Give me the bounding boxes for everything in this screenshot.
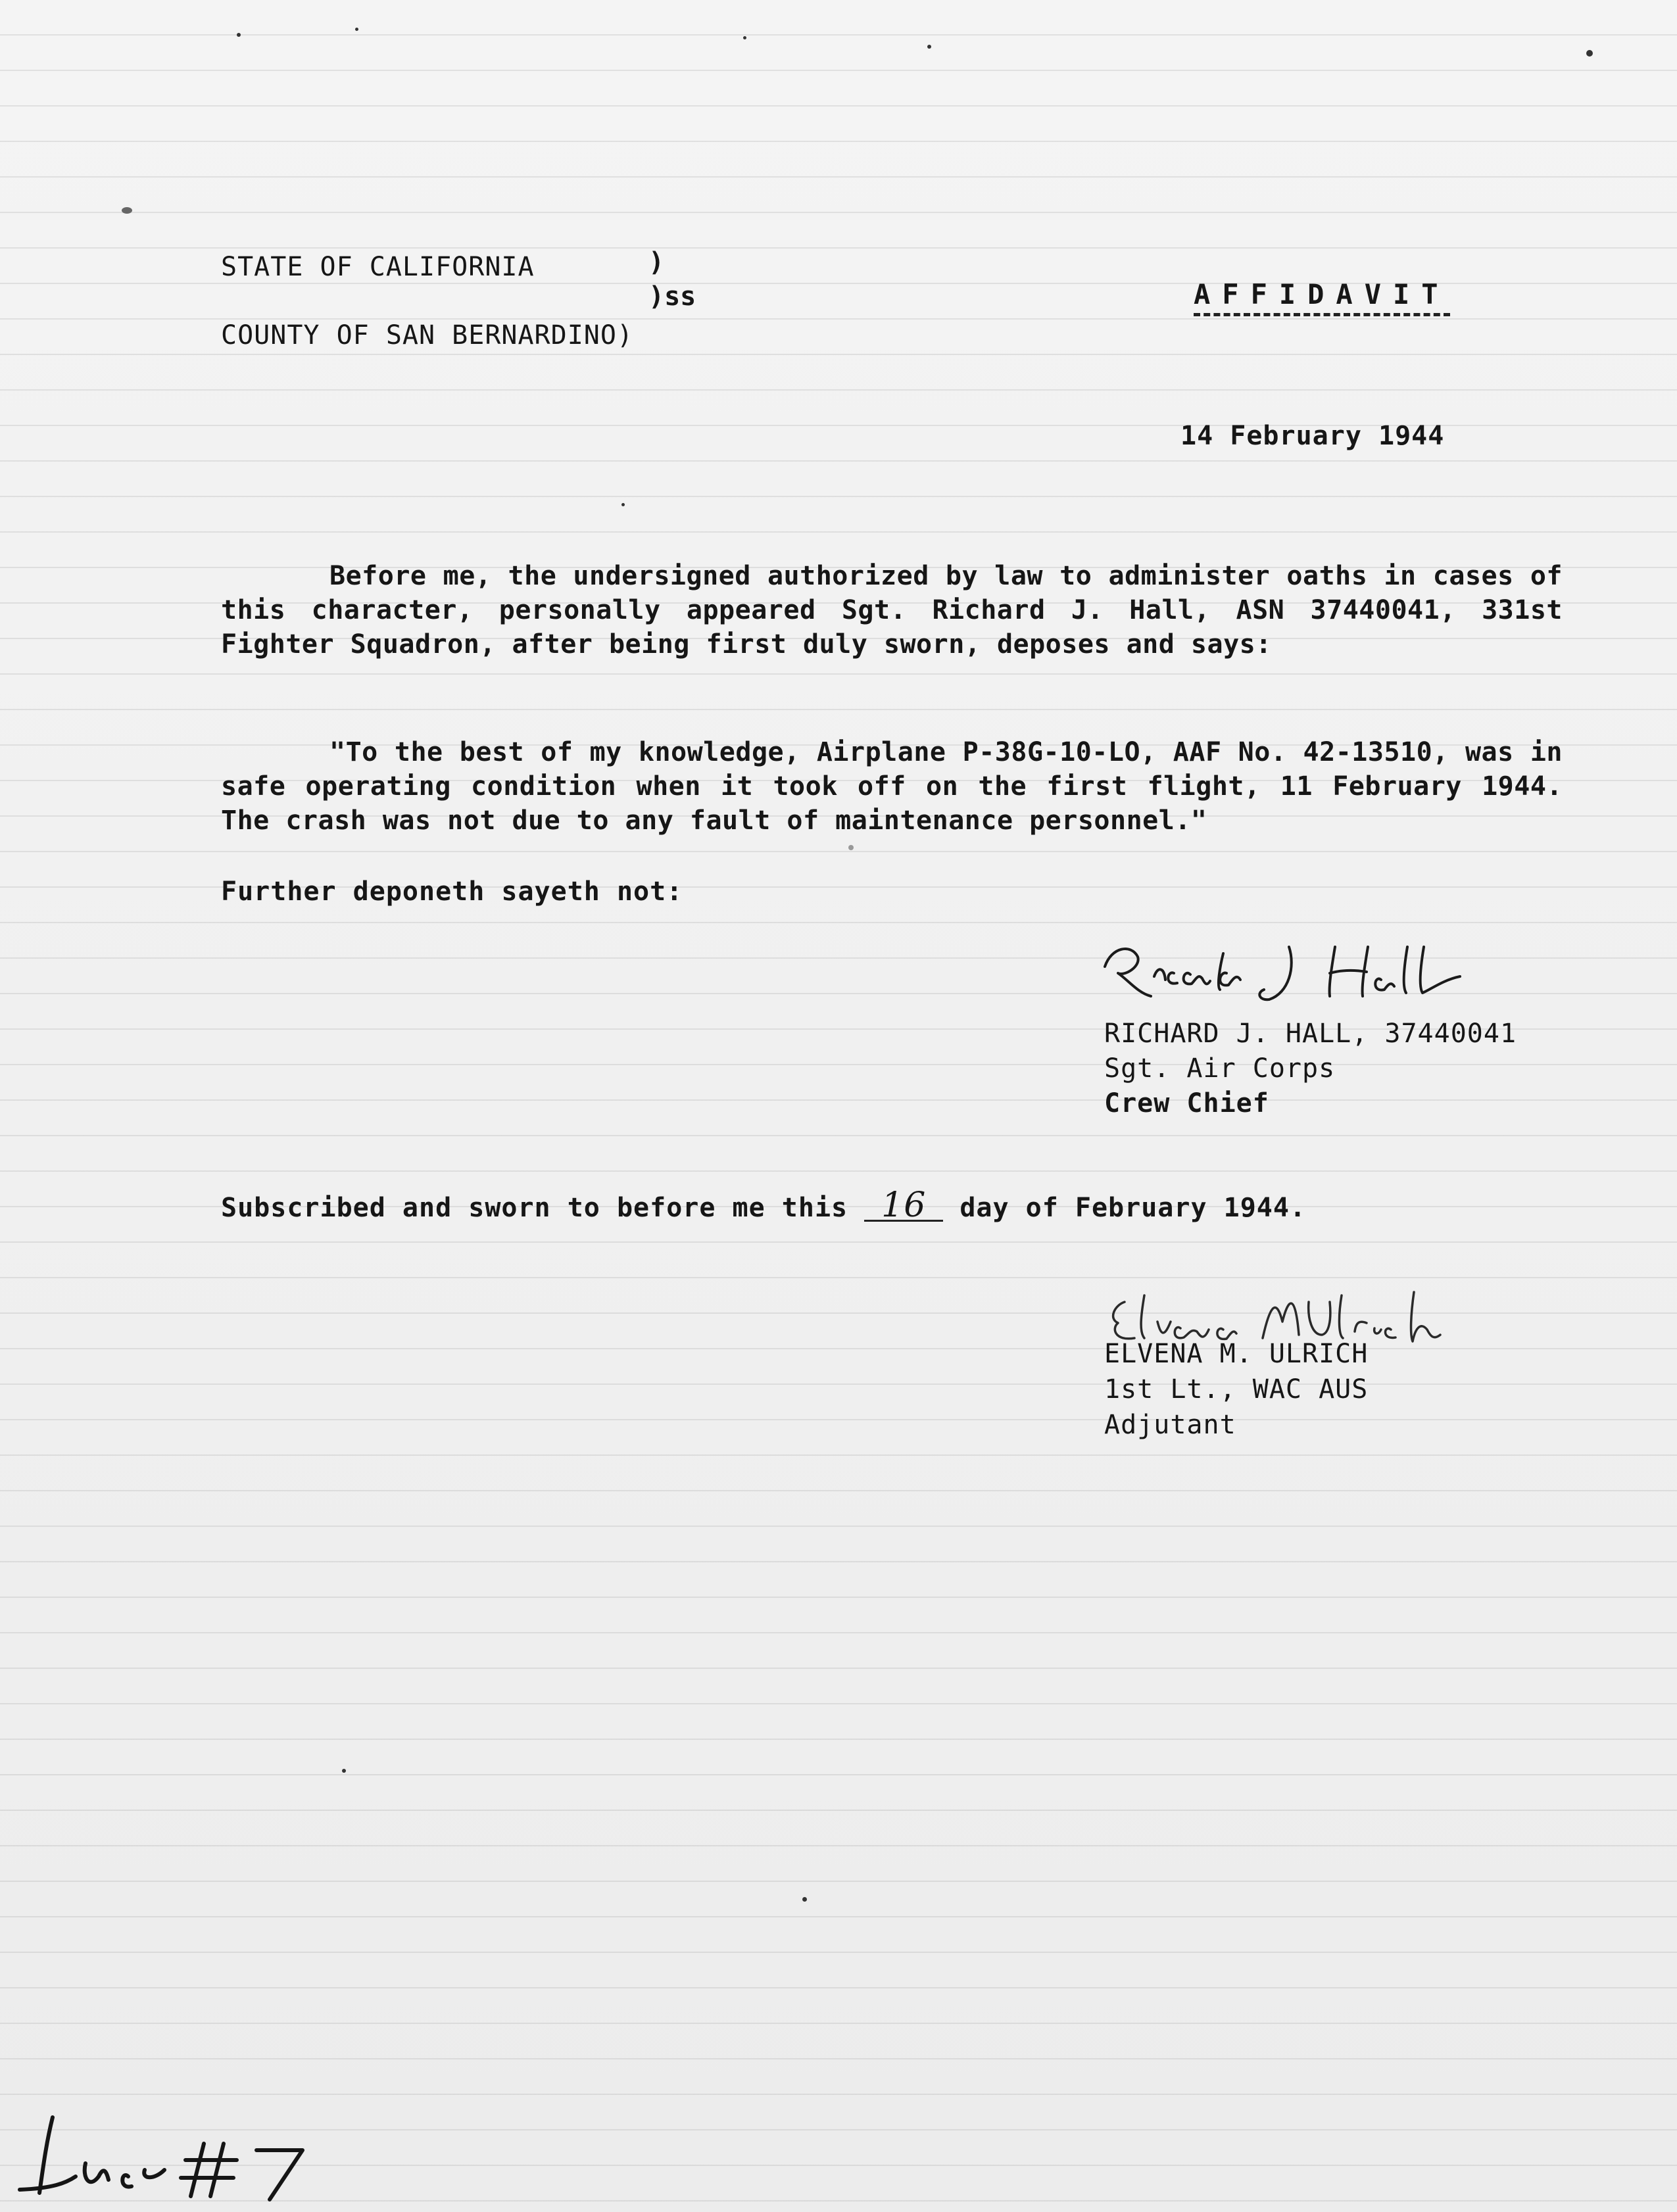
deponent-signature bbox=[1092, 927, 1513, 1006]
intro-paragraph: Before me, the undersigned authorized by law to administer oaths in cases of this character, personally appeared Sgt. Richard J. Hall, ASN 37440041, 331st Fighter Squadron, after being first duly sworn, deposes and says: bbox=[221, 561, 1563, 660]
scan-speck bbox=[1586, 50, 1593, 57]
jurat-day: 16 bbox=[864, 1191, 943, 1222]
deponent-rank: Sgt. Air Corps bbox=[1104, 1053, 1336, 1084]
scan-speck bbox=[848, 845, 854, 850]
scan-speck bbox=[342, 1769, 346, 1773]
venue-bracket: ) bbox=[648, 247, 665, 277]
jurat-suffix: day of February 1944. bbox=[960, 1193, 1307, 1223]
inclosure-annotation bbox=[13, 2104, 316, 2203]
scan-speck bbox=[237, 33, 241, 37]
venue-block bbox=[221, 250, 633, 352]
officer-role: Adjutant bbox=[1104, 1410, 1236, 1440]
document-title: AFFIDAVIT bbox=[1194, 277, 1450, 316]
officer-rank: 1st Lt., WAC AUS bbox=[1104, 1374, 1369, 1405]
statement-paragraph: "To the best of my knowledge, Airplane P-38G-10-LO, AAF No. 42-13510, was in safe operating condition when it took off on the first flight, 11 February 1944. The crash was not due to any fault of maintenance personnel." bbox=[221, 737, 1563, 836]
scan-speck bbox=[802, 1897, 807, 1902]
document-date: 14 February 1944 bbox=[1180, 421, 1445, 451]
scan-speck bbox=[122, 207, 132, 214]
venue-state: STATE OF CALIFORNIA bbox=[221, 252, 535, 282]
closing-line: Further deponeth sayeth not: bbox=[221, 877, 683, 907]
venue-ss: )ss bbox=[648, 281, 696, 312]
deponent-role: Crew Chief bbox=[1104, 1088, 1269, 1118]
venue-county: COUNTY OF SAN BERNARDINO) bbox=[221, 320, 634, 350]
jurat-line bbox=[221, 1186, 1307, 1226]
scan-speck bbox=[743, 36, 746, 39]
scan-speck bbox=[621, 503, 625, 506]
jurat-prefix: Subscribed and sworn to before me this bbox=[221, 1193, 848, 1223]
officer-name: ELVENA M. ULRICH bbox=[1104, 1339, 1369, 1369]
scan-speck bbox=[927, 45, 931, 49]
scan-speck bbox=[355, 28, 358, 31]
deponent-name: RICHARD J. HALL, 37440041 bbox=[1104, 1019, 1517, 1049]
